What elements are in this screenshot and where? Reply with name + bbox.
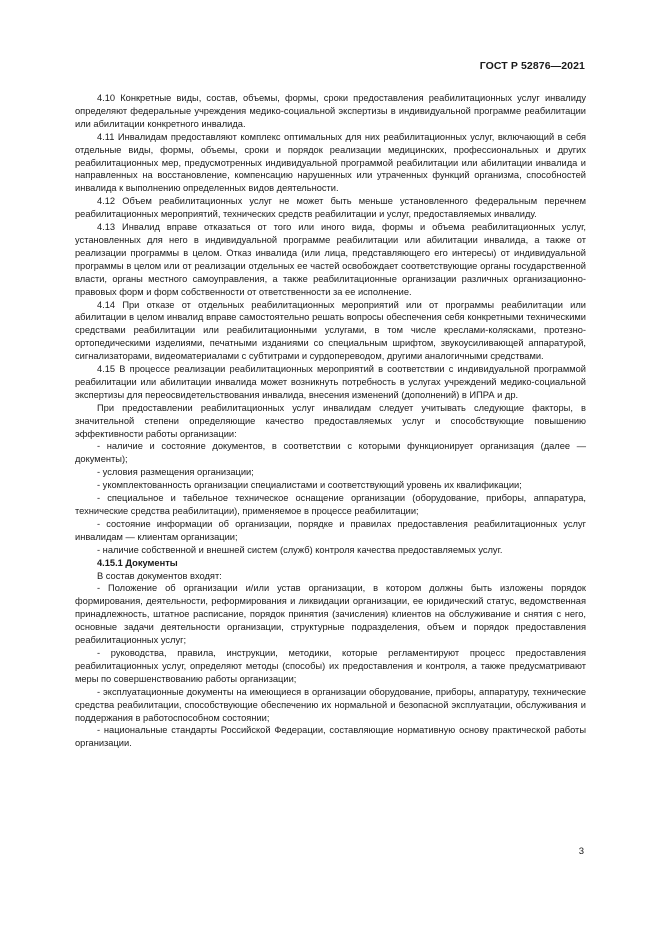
paragraph-factors-intro: При предоставлении реабилитационных услуг инвалидам следует учитывать следующие факторы, в значительной степени определяющие качество предоставляемых услуг и способствующие повышению эффективности работы организации: [75, 402, 586, 439]
list-item: - Положение об организации и/или устав организации, в котором должны быть изложены порядок формирования, деятельности, реформирования и ликвидации организации, ее юридический статус, ведомственная принадлежность, штатное расписание, порядок принятия (зачисления) клиентов на обслуживание и снятия с него, основные задачи деятельности организации, структурные подразделения, объем и порядок предоставления реабилитационных услуг; [75, 583, 586, 646]
list-item: - эксплуатационные документы на имеющиеся в организации оборудование, приборы, аппаратуру, технические средства реабилитации, способствующие обеспечению их нормальной и безопасной эксплуатации, обслуживания и поддержания в работоспособном состоянии; [75, 686, 586, 723]
list-item: - укомплектованность организации специалистами и соответствующий уровень их квалификации; [97, 480, 522, 491]
subsection-intro: В состав документов входят: [97, 570, 222, 581]
paragraph-4-10: 4.10 Конкретные виды, состав, объемы, формы, сроки предоставления реабилитационных услуг инвалиду определяют федеральные учреждения медико-социальной экспертизы в индивидуальной программе реабилитации или абилитации конкретного инвалида. [75, 93, 586, 129]
list-item: - руководства, правила, инструкции, методики, которые регламентируют процесс предоставления реабилитационных услуг, определяют методы (способы) их предоставления и контроля, а также предусматривают меры по совершенствованию работы организации; [75, 647, 586, 684]
paragraph-4-14: 4.14 При отказе от отдельных реабилитационных мероприятий или от программы реабилитации или абилитации в целом инвалид вправе самостоятельно решать вопросы обеспечения себя конкретными техническими средствами реабилитации или реабилитационными услугами, в том числе креслами-колясками, протезно-ортопедическими изделиями, печатными изданиями со специальным шрифтом, звукоусиливающей аппаратурой, сигнализаторами, видеоматериалами с субтитрами и сурдопереводом, другими аналогичными средствами. [75, 299, 586, 362]
list-item: - наличие собственной и внешней систем (служб) контроля качества предоставляемых услуг. [97, 544, 503, 555]
subsection-title: 4.15.1 Документы [97, 557, 178, 568]
paragraph-4-15: 4.15 В процессе реализации реабилитационных мероприятий в соответствии с индивидуальной программой реабилитации или абилитации инвалида может возникнуть потребность в услугах учреждений медико-социальной экспертизы для переосвидетельствования инвалида, внесения изменений (дополнений) в ИПРА и др. [75, 364, 586, 400]
standard-designation: ГОСТ Р 52876—2021 [479, 60, 585, 72]
paragraph-4-11: 4.11 Инвалидам предоставляют комплекс оптимальных для них реабилитационных услуг, включающий в себя отдельные виды, формы, объемы, сроки и порядок реализации медицинских, профессиональных и других реабилитационных мер, предусмотренных индивидуальной программой реабилитации или абилитации инвалида и направленных на восстановление, компенсацию нарушенных или утраченных функций организма, способностей инвалида к выполнению определенных видов деятельности. [75, 131, 586, 194]
document-body [75, 92, 586, 750]
list-item: - наличие и состояние документов, в соответствии с которыми функционирует организация (далее — документы); [75, 441, 586, 465]
list-item: - национальные стандарты Российской Федерации, составляющие нормативную основу практической работы организации. [75, 725, 586, 749]
list-item: - специальное и табельное техническое оснащение организации (оборудование, приборы, аппаратура, технические средства реабилитации), применяемое в процессе реабилитации; [75, 493, 586, 516]
list-item: - состояние информации об организации, порядке и правилах предоставления реабилитационных услуг инвалидам — клиентам организации; [75, 518, 586, 542]
list-item: - условия размещения организации; [97, 467, 254, 478]
paragraph-4-13: 4.13 Инвалид вправе отказаться от того или иного вида, формы и объема реабилитационных услуг, установленных для него в индивидуальной программе реабилитации или абилитации инвалида, а также от реализации программы в целом. Отказ инвалида (или лица, представляющего его интересы) от индивидуальной программы в целом или от реализации отдельных ее частей освобождает соответствующие органы государственной власти, органы местного самоуправления, а также реабилитационные организации различных организационно-правовых форм и форм собственности от ответственности за ее исполнение. [75, 222, 586, 297]
paragraph-4-12: 4.12 Объем реабилитационных услуг не может быть меньше установленного федеральным перечнем реабилитационных мероприятий, технических средств реабилитации и услуг, предоставляемых инвалиду. [75, 196, 586, 220]
page-number: 3 [578, 846, 584, 857]
